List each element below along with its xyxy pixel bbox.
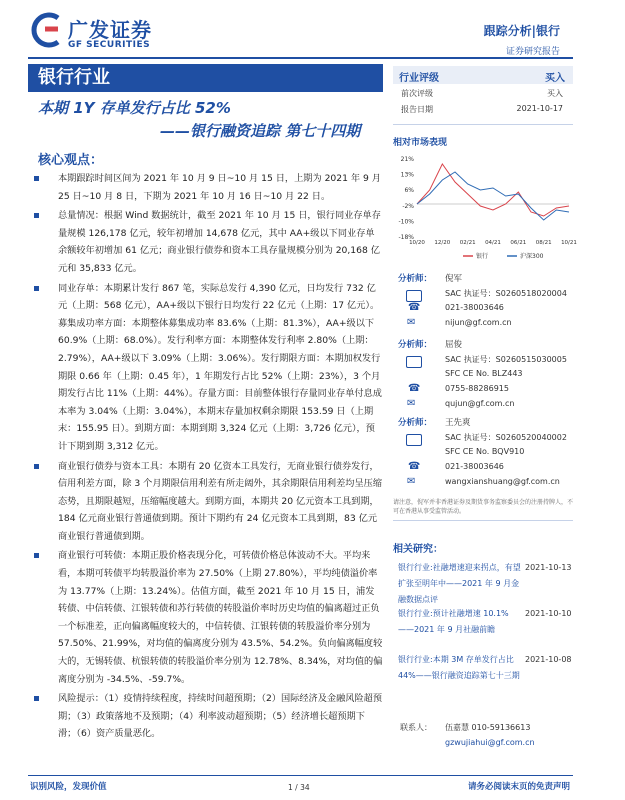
series-line-1 xyxy=(417,172,569,220)
analyst-phone: 021-38003646 xyxy=(445,303,504,312)
prev-rating-row: 前次评级 买入 xyxy=(401,89,563,98)
analyst-cert: SAC 执证号：S0260515030005 xyxy=(445,355,567,364)
related-item-title[interactable]: 银行行业:社融增速迎来拐点，有望扩张至明年中——2021 年 9 月金融数据点评 xyxy=(398,563,521,604)
disclaimer: 请注意，倪军并非香港证券及期货事务监察委员会的注册持牌人，不可在香港从事受监管活动。 xyxy=(393,499,574,515)
id-card-icon xyxy=(406,434,422,446)
x-tick-label: 10/20 xyxy=(409,240,425,246)
x-tick-label: 12/20 xyxy=(434,240,451,246)
logo-en: GF SECURITIES xyxy=(68,40,151,50)
analyst-name: 王先爽 xyxy=(445,418,471,428)
related-item-date: 2021-10-08 xyxy=(525,655,572,664)
phone-icon: ☎ xyxy=(408,302,421,313)
email-icon: ✉ xyxy=(407,476,416,487)
report-sub: 证券研究报告 xyxy=(505,47,560,57)
phone-icon: ☎ xyxy=(408,461,421,472)
list-item: 风险提示：（1）疫情持续程度，持续时间超预期；（2）国际经济及金融风险超预期；（3）政策落地不及预期；（4）利率波动超预期；（5）经济增长超预期下滑；（6）资产质量恶化。 xyxy=(28,690,383,743)
bullet-icon xyxy=(34,553,39,558)
rating-header xyxy=(393,66,573,84)
analyst-cert: SAC 执证号：S0260520040002 xyxy=(445,433,567,442)
y-tick-label: -10% xyxy=(398,218,414,226)
chart-title: 相对市场表现 xyxy=(393,138,448,148)
series-line-0 xyxy=(417,164,569,216)
contact-label: 联系人： xyxy=(400,723,432,732)
analyst-email[interactable]: wangxianshuang@gf.com.cn xyxy=(445,477,560,486)
id-card-icon xyxy=(406,356,422,368)
id-card-icon xyxy=(406,290,422,302)
legend-label: 银行 xyxy=(476,253,489,260)
analyst-name: 屈俊 xyxy=(445,340,463,350)
phone-icon: ☎ xyxy=(408,383,421,394)
bullet-icon xyxy=(34,696,39,701)
rating-label: 行业评级 xyxy=(399,73,439,84)
related-item-title[interactable]: 银行行业:预计社融增速 10.1%——2021 年 9 月社融前瞻 xyxy=(398,609,509,634)
bullet-icon xyxy=(34,213,39,218)
report-type: 跟踪分析|银行 xyxy=(483,24,560,38)
x-tick-label: 08/21 xyxy=(535,240,552,246)
header-divider xyxy=(28,57,573,59)
list-item: 商业银行可转债：本期正股价格表现分化，可转债价格总体波动不大。平均来看，本期可转债平均转股溢价率为 27.50%（上期 27.80%），平均纯债溢价率为 13.77%（上期：13.24%）。估值方面，截至 2021 年 10 月 15 日，浦发转债、中信转债、江银转债和苏行转债的转股溢价率时历史均值的偏离超过正负一个标准差，正向偏离幅度较大的，中信转债、江银转债的转股溢价率分别为 57.50%、21.99%，对均值的偏离度分别为 43.5%、54.2%。负向偏离幅度较大的，无锡转债、杭银转债的转股溢价率分别为 12.78%、8.34%，对均值的偏离度分别为 -34.5%、-59.7%。 xyxy=(28,547,383,688)
analyst-email[interactable]: qujun@gf.com.cn xyxy=(445,399,515,408)
page-number: 1 / 34 xyxy=(288,783,310,792)
list-item: 同业存单：本期累计发行 867 笔，实际总发行 4,390 亿元，日均发行 732 亿元（上期：568 亿元），AA+级以下银行日均发行 22 亿元（上期：17 亿元）。募集成功率方面：本期整体募集成功率 83.6%（上期：81.3%），AA+级以下 60.9%（上期：68.0%）。发行利率方面：本期整体发行利率 2.80%（上期：2.79%），AA+级以下 3.09%（上期：3.06%）。发行期限方面：本期加权发行期限 0.66 年（上期：0.45 年），1 年期发行占比 52%（上期：23%），3 个月期发行占比 11%（上期：44%）。存量方面：目前整体银行存量同业存单付息成本率为 3.04%（上期：3.04%），本期末存量加权剩余期限 153.59 日（上期末：155.95 日）。到期方面：本期到期 3,324 亿元（上期：3,726 亿元），预计下期到期 3,312 亿元。 xyxy=(28,280,383,456)
report-title: 本期 1Y 存单发行占比 52% xyxy=(38,99,231,117)
bullet-icon xyxy=(34,464,39,469)
analyst-phone: 0755-88286915 xyxy=(445,384,509,393)
report-date-row: 报告日期 2021-10-17 xyxy=(401,104,563,114)
analyst-name: 倪军 xyxy=(445,274,463,284)
related-item-title[interactable]: 银行行业:本期 3M 存单发行占比 44%——银行融资追踪第七十三期 xyxy=(398,655,520,680)
analyst-phone: 021-38003646 xyxy=(445,462,504,471)
y-tick-label: 13% xyxy=(400,171,414,179)
logo-icon xyxy=(28,12,62,48)
y-tick-label: -18% xyxy=(398,234,414,241)
bullet-icon xyxy=(34,286,39,291)
related-item-date: 2021-10-10 xyxy=(525,609,572,618)
contact-name-phone: 伍嘉慧 010-59136613 xyxy=(445,723,531,732)
related-research-heading: 相关研究： xyxy=(393,544,443,555)
footer-slogan: 识别风险，发现价值 xyxy=(30,782,107,792)
list-item: 本期跟踪时间区间为 2021 年 10 月 9 日~10 月 15 日，上期为 2021 年 9 月 25 日~10 月 8 日，下期为 2021 年 10 月 16 日~10 月 22 日。 xyxy=(28,170,383,205)
divider xyxy=(393,124,573,125)
x-tick-label: 06/21 xyxy=(510,240,527,246)
industry-banner: 银行行业 xyxy=(28,64,383,92)
list-item: 总量情况：根据 Wind 数据统计，截至 2021 年 10 月 15 日，银行同业存单存量规模 126,178 亿元，较年初增加 14,678 亿元，其中 AA+级以下同业存单余额较年初增加 61 亿元；商业银行债券和资本工具存量规模分别为 20,168 亿元和 35,833 亿元。 xyxy=(28,207,383,277)
core-views-heading: 核心观点： xyxy=(38,153,104,168)
core-views-list xyxy=(28,170,383,745)
report-subtitle: ——银行融资追踪 第七十四期 xyxy=(160,122,361,140)
contact-email[interactable]: gzwujiahui@gf.com.cn xyxy=(445,738,535,747)
footer-disclaimer-note: 请务必阅读末页的免责声明 xyxy=(467,782,570,792)
related-item-date: 2021-10-13 xyxy=(525,563,572,572)
x-tick-label: 04/21 xyxy=(485,240,501,246)
list-item: 商业银行债券与资本工具：本期有 20 亿资本工具发行，无商业银行债券发行，信用利差方面，除 3 个月期限信用利差有所走阔外，其余期限信用利差均呈压缩态势，且期限越短，压缩幅度越大。到期方面，本期共 20 亿元资本工具到期，184 亿元商业银行普通债到期。预计下期约有 24 亿元资本工具到期，83 亿元商业银行普通债到期。 xyxy=(28,458,383,546)
analyst-cert: SAC 执证号：S0260518020004 xyxy=(445,289,567,298)
x-tick-label: 10/21 xyxy=(561,240,577,246)
y-tick-label: -2% xyxy=(402,202,414,210)
analyst-sfc: SFC CE No. BQV910 xyxy=(445,447,525,456)
analyst-label: 分析师： xyxy=(398,340,433,350)
analyst-sfc: SFC CE No. BLZ443 xyxy=(445,369,523,378)
bullet-icon xyxy=(34,176,39,181)
email-icon: ✉ xyxy=(407,317,416,328)
x-tick-label: 02/21 xyxy=(459,240,476,246)
email-icon: ✉ xyxy=(407,398,416,409)
y-tick-label: 6% xyxy=(404,187,414,195)
legend-label: 沪深300 xyxy=(520,253,544,260)
company-logo xyxy=(28,12,168,52)
relative-performance-chart xyxy=(393,150,577,268)
footer-divider xyxy=(28,775,573,776)
logo-cn: 广发证券 xyxy=(68,18,152,42)
analyst-email[interactable]: nijun@gf.com.cn xyxy=(445,318,512,327)
y-tick-label: 21% xyxy=(400,156,414,163)
analyst-label: 分析师： xyxy=(398,418,433,428)
analyst-label: 分析师： xyxy=(398,274,433,284)
divider xyxy=(393,520,573,521)
rating-value: 买入 xyxy=(545,73,565,84)
